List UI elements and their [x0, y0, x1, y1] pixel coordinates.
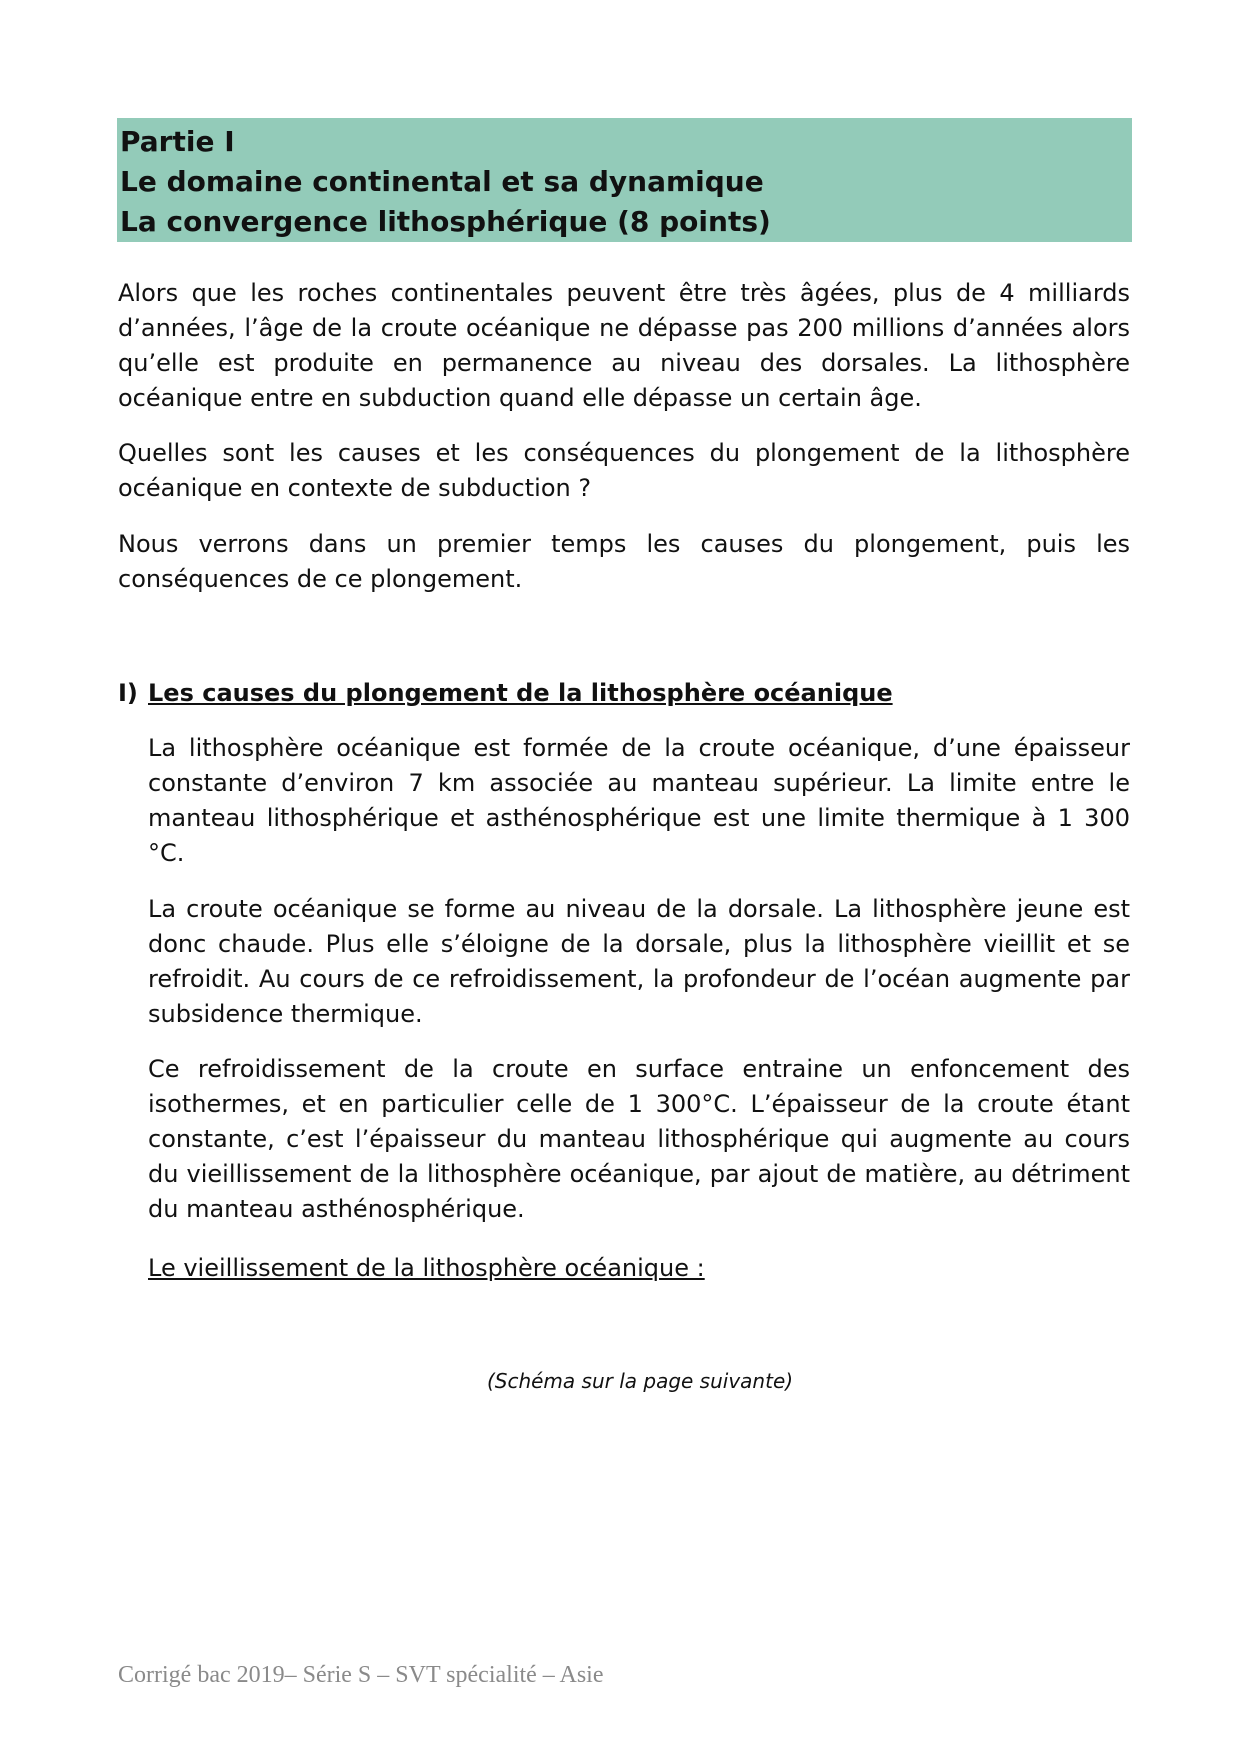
- part-header: [117, 118, 1132, 242]
- diagram-note: (Schéma sur la page suivante): [486, 1369, 794, 1393]
- section-number: I): [118, 679, 138, 707]
- intro-paragraph-3: Nous verrons dans un premier temps les causes du plongement, puis les conséquences de ce plongement.: [118, 530, 1130, 593]
- part-subject-title: La convergence lithosphérique (8 points): [120, 205, 771, 238]
- intro-paragraph-1: Alors que les roches continentales peuvent être très âgées, plus de 4 milliards d’années, l’âge de la croute océanique ne dépasse pas 200 millions d’années alors qu’elle est produite en permanence au niveau des dorsales. La lithosphère océanique entre en subduction quand elle dépasse un certain âge.: [118, 279, 1130, 412]
- diagram-subheading: Le vieillissement de la lithosphère océanique :: [148, 1254, 705, 1282]
- section-paragraph-3: Ce refroidissement de la croute en surface entraine un enfoncement des isothermes, et en particulier celle de 1 300°C. L’épaisseur de la croute étant constante, c’est l’épaisseur du manteau lithosphérique qui augmente au cours du vieillissement de la lithosphère océanique, par ajout de matière, au détriment du manteau asthénosphérique.: [148, 1055, 1130, 1223]
- part-number: Partie I: [120, 125, 235, 158]
- page-footer: Corrigé bac 2019– Série S – SVT spécialité – Asie: [118, 1662, 604, 1688]
- section-title: Les causes du plongement de la lithosphère océanique: [148, 679, 893, 707]
- section-paragraph-1: La lithosphère océanique est formée de la croute océanique, d’une épaisseur constante d’environ 7 km associée au manteau supérieur. La limite entre le manteau lithosphérique et asthénosphérique est une limite thermique à 1 300 °C.: [148, 734, 1130, 867]
- section-heading: [118, 676, 893, 711]
- part-domain-title: Le domaine continental et sa dynamique: [120, 165, 764, 198]
- intro-paragraph-2: Quelles sont les causes et les conséquences du plongement de la lithosphère océanique en contexte de subduction ?: [118, 439, 1130, 502]
- section-paragraph-2: La croute océanique se forme au niveau de la dorsale. La lithosphère jeune est donc chaude. Plus elle s’éloigne de la dorsale, plus la lithosphère vieillit et se refroidit. Au cours de ce refroidissement, la profondeur de l’océan augmente par subsidence thermique.: [148, 895, 1130, 1028]
